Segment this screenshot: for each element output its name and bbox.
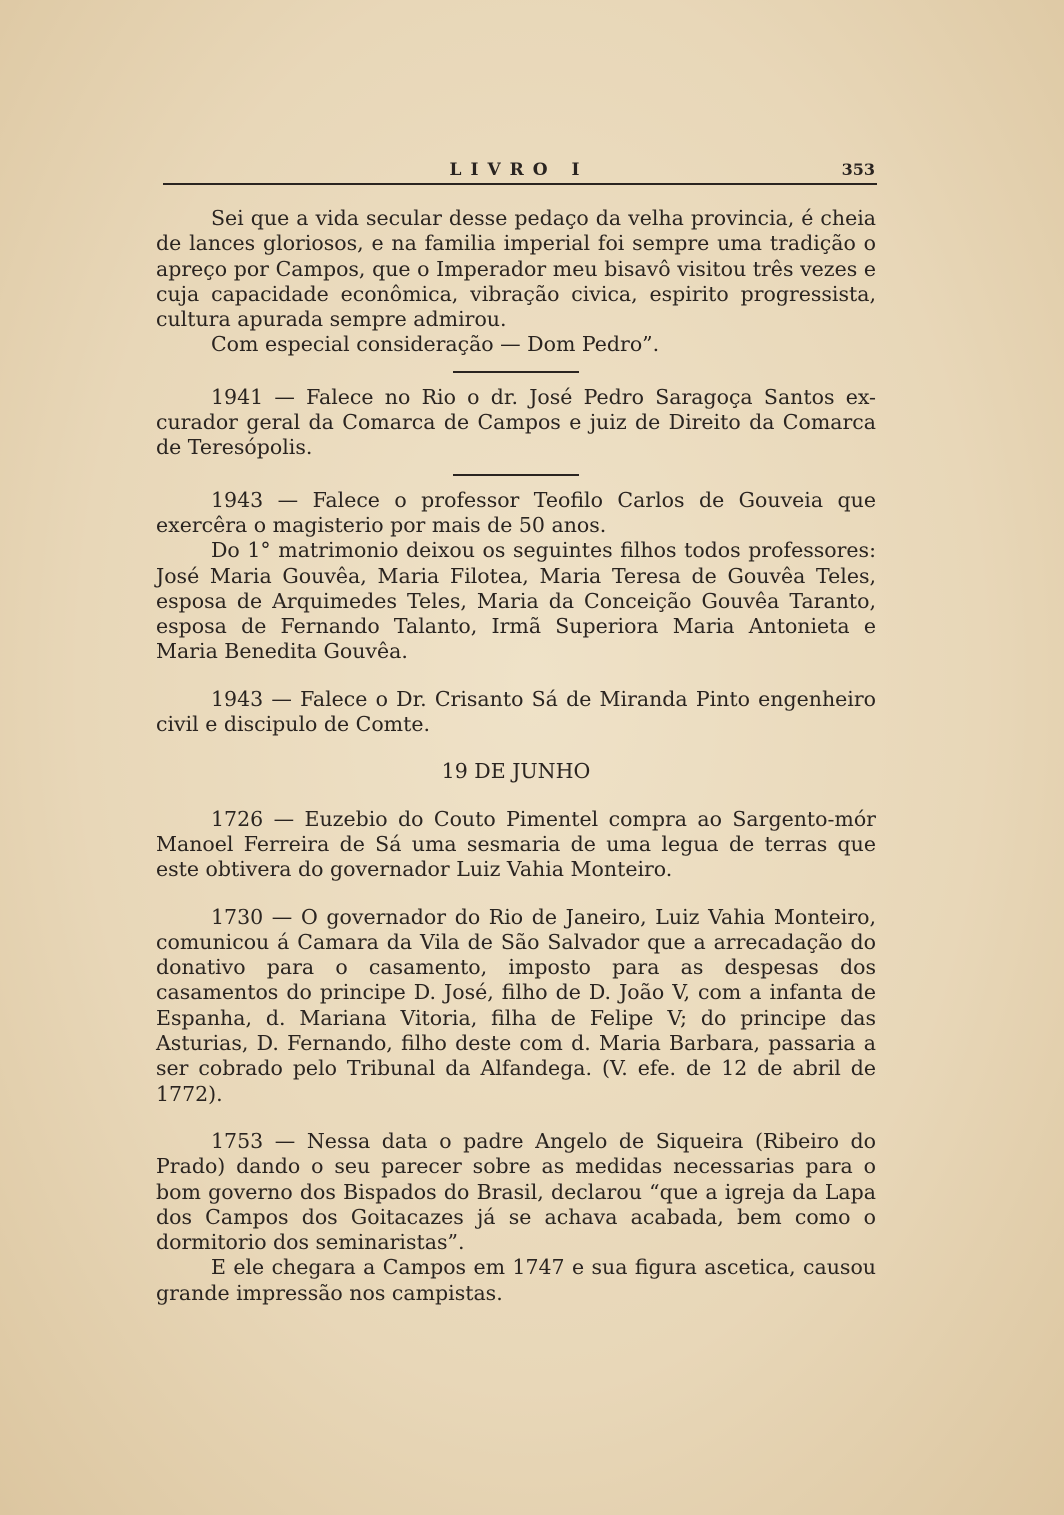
entry-1941: 1941 — Falece no Rio o dr. José Pedro Saragoça Santos ex-curador geral da Comarca de Campos e juiz de Direito da Comarca de Teresópolis. bbox=[156, 384, 876, 460]
page-header bbox=[163, 158, 875, 182]
paragraph-letter-signature: Com especial consideração — Dom Pedro”. bbox=[211, 332, 660, 357]
page-number: 353 bbox=[841, 160, 875, 179]
paragraph-letter-excerpt: Sei que a vida secular desse pedaço da velha provincia, é cheia de lances gloriosos, e na familia imperial foi sempre uma tradição o apreço por Campos, que o Imperador meu bisavô visitou três vezes e cuja capacidade econômica, vibração civica, espirito progressista, cultura apurada sempre admirou. bbox=[156, 206, 876, 332]
entry-1753: 1753 — Nessa data o padre Angelo de Siqueira (Ribeiro do Prado) dando o seu parecer sobre as medidas necessarias para o bom governo dos Bispados do Brasil, declarou “que a igreja da Lapa dos Campos dos Goitacazes já se achava acabada, bem como o dormitorio dos seminaristas”. bbox=[156, 1128, 876, 1255]
entry-1726: 1726 — Euzebio do Couto Pimentel compra ao Sargento-mór Manoel Ferreira de Sá uma sesmaria de uma legua de terras que este obtivera do governador Luiz Vahia Monteiro. bbox=[156, 806, 876, 882]
entry-1730: 1730 — O governador do Rio de Janeiro, Luiz Vahia Monteiro, comunicou á Camara da Vila de São Salvador que a arrecadação do donativo para o casamento, imposto para as despesas dos casamentos do principe D. José, filho de D. João V, com a infanta de Espanha, d. Mariana Vitoria, filha de Felipe V; do principe das Asturias, D. Fernando, filho deste com d. Maria Barbara, passaria a ser cobrado pelo Tribunal da Alfandega. (V. efe. de 12 de abril de 1772). bbox=[156, 904, 876, 1106]
paragraph-campos-arrival: E ele chegara a Campos em 1747 e sua figura ascetica, causou grande impressão nos campistas. bbox=[156, 1255, 876, 1305]
paragraph-children: Do 1° matrimonio deixou os seguintes filhos todos professores: José Maria Gouvêa, Maria Filotea, Maria Teresa de Gouvêa Teles, esposa de Arquimedes Teles, Maria da Conceição Gouvêa Taranto, esposa de Fernando Talanto, Irmã Superiora Maria Antonieta e Maria Benedita Gouvêa. bbox=[156, 538, 876, 664]
section-separator bbox=[453, 371, 579, 373]
running-head: LIVRO I bbox=[449, 160, 589, 180]
date-heading: 19 DE JUNHO bbox=[441, 759, 591, 784]
header-rule bbox=[163, 183, 877, 185]
entry-1943-gouveia: 1943 — Falece o professor Teofilo Carlos de Gouveia que exercêra o magisterio por mais de 50 anos. bbox=[156, 487, 876, 537]
body-text bbox=[156, 206, 876, 1306]
section-separator bbox=[453, 474, 579, 476]
entry-1943-miranda: 1943 — Falece o Dr. Crisanto Sá de Miranda Pinto engenheiro civil e discipulo de Comte. bbox=[156, 686, 876, 737]
